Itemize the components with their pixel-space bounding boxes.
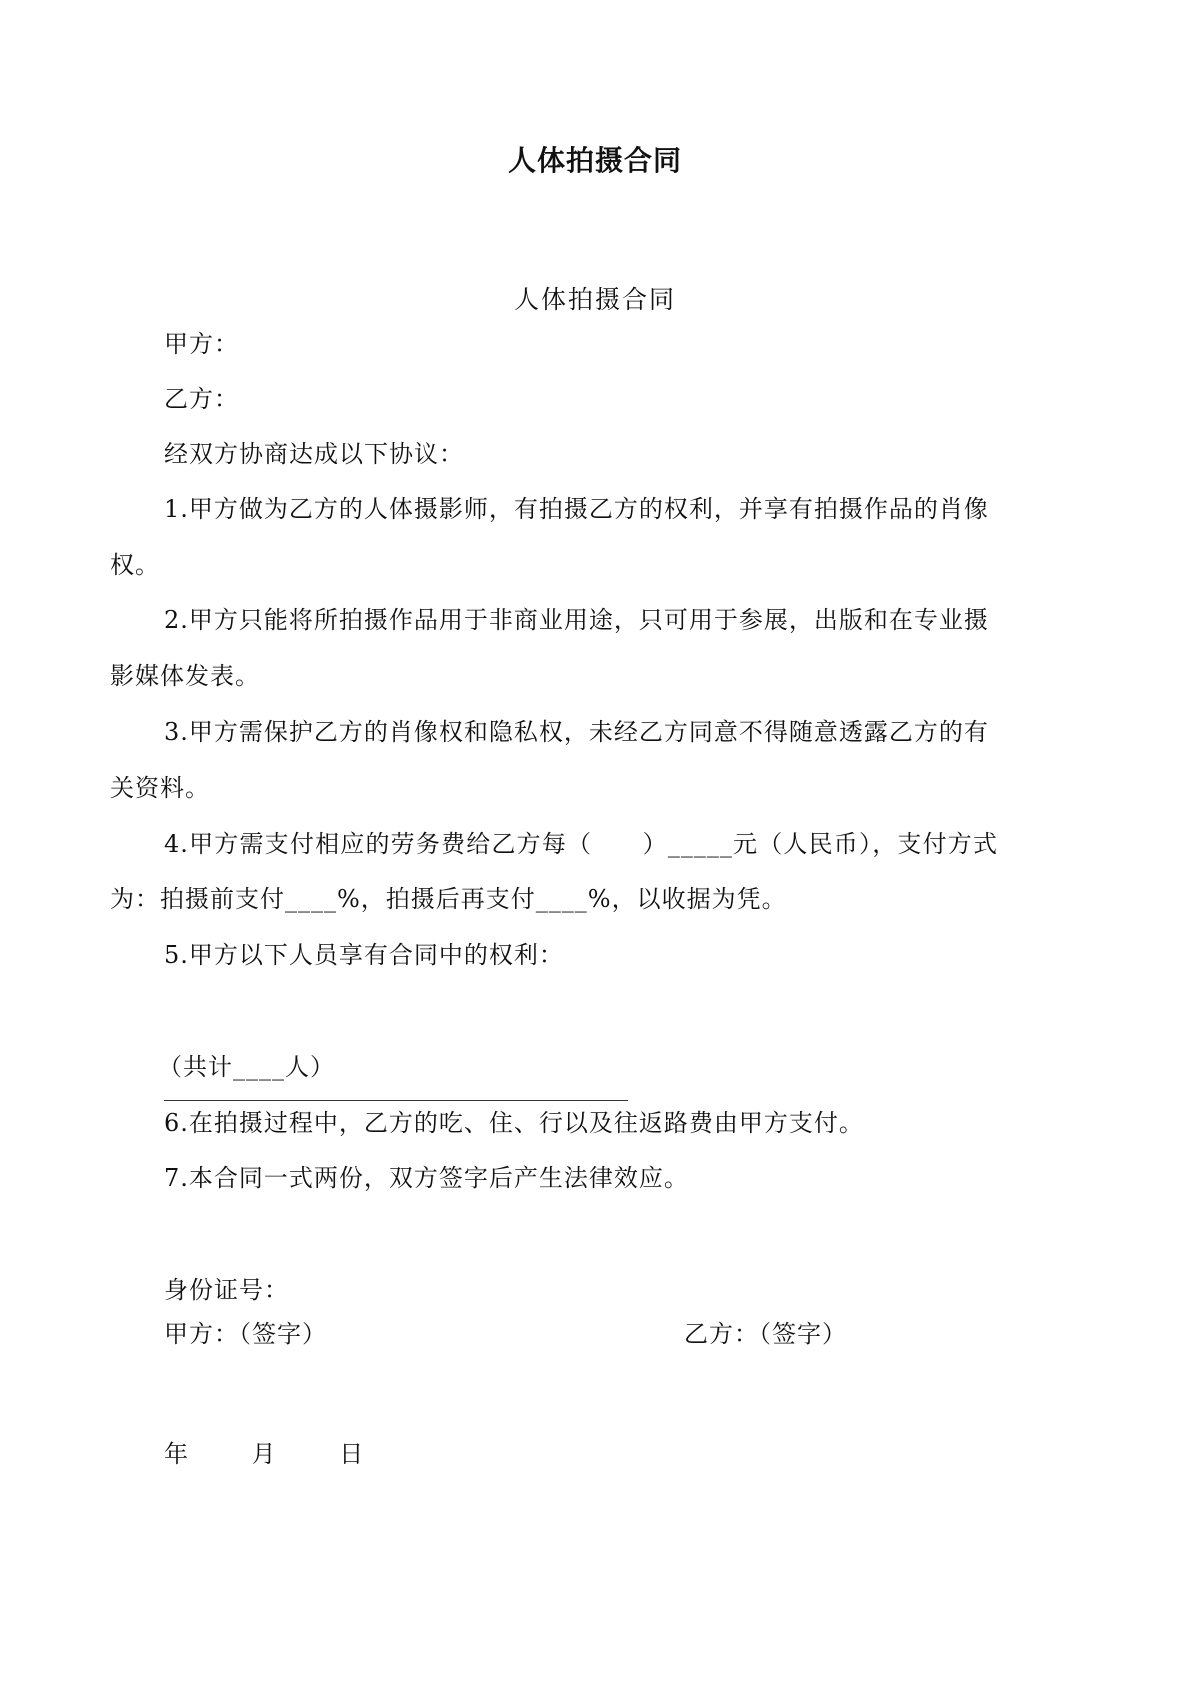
clause-5-total: （共计____人） <box>158 1053 335 1081</box>
signing-date <box>164 1437 363 1471</box>
personnel-fill-line <box>164 1100 628 1101</box>
party-a-signature: 甲方：（签字） <box>164 1320 327 1348</box>
clause-1-line-2: 权。 <box>110 551 160 579</box>
clause-4-line-2: 为：拍摄前支付____%，拍摄后再支付____%，以收据为凭。 <box>110 885 787 913</box>
clause-2-line-2: 影媒体发表。 <box>110 662 260 690</box>
date-year-label: 年 <box>164 1440 188 1468</box>
clause-7: 7.本合同一式两份，双方签字后产生法律效应。 <box>164 1164 689 1192</box>
clause-6: 6.在拍摄过程中，乙方的吃、住、行以及往返路费由甲方支付。 <box>164 1109 864 1137</box>
clause-3-line-2: 关资料。 <box>110 774 210 802</box>
clause-1-line-1: 1.甲方做为乙方的人体摄影师，有拍摄乙方的权利，并享有拍摄作品的肖像 <box>164 495 989 523</box>
contract-heading: 人体拍摄合同 <box>513 285 676 314</box>
party-a-label: 甲方： <box>164 330 239 358</box>
date-month-label: 月 <box>251 1440 276 1468</box>
date-day-label: 日 <box>339 1440 364 1468</box>
clause-3-line-1: 3.甲方需保护乙方的肖像权和隐私权，未经乙方同意不得随意透露乙方的有 <box>164 718 989 746</box>
agreement-intro: 经双方协商达成以下协议： <box>164 440 464 468</box>
party-b-signature: 乙方：（签字） <box>684 1320 847 1348</box>
id-number-label: 身份证号： <box>164 1276 289 1304</box>
clause-2-line-1: 2.甲方只能将所拍摄作品用于非商业用途，只可用于参展，出版和在专业摄 <box>164 606 989 634</box>
clause-5-line-1: 5.甲方以下人员享有合同中的权利： <box>164 941 564 969</box>
document-title: 人体拍摄合同 <box>507 144 682 177</box>
clause-4-line-1: 4.甲方需支付相应的劳务费给乙方每（ ）_____元（人民币），支付方式 <box>164 830 998 858</box>
party-b-label: 乙方： <box>164 385 239 413</box>
